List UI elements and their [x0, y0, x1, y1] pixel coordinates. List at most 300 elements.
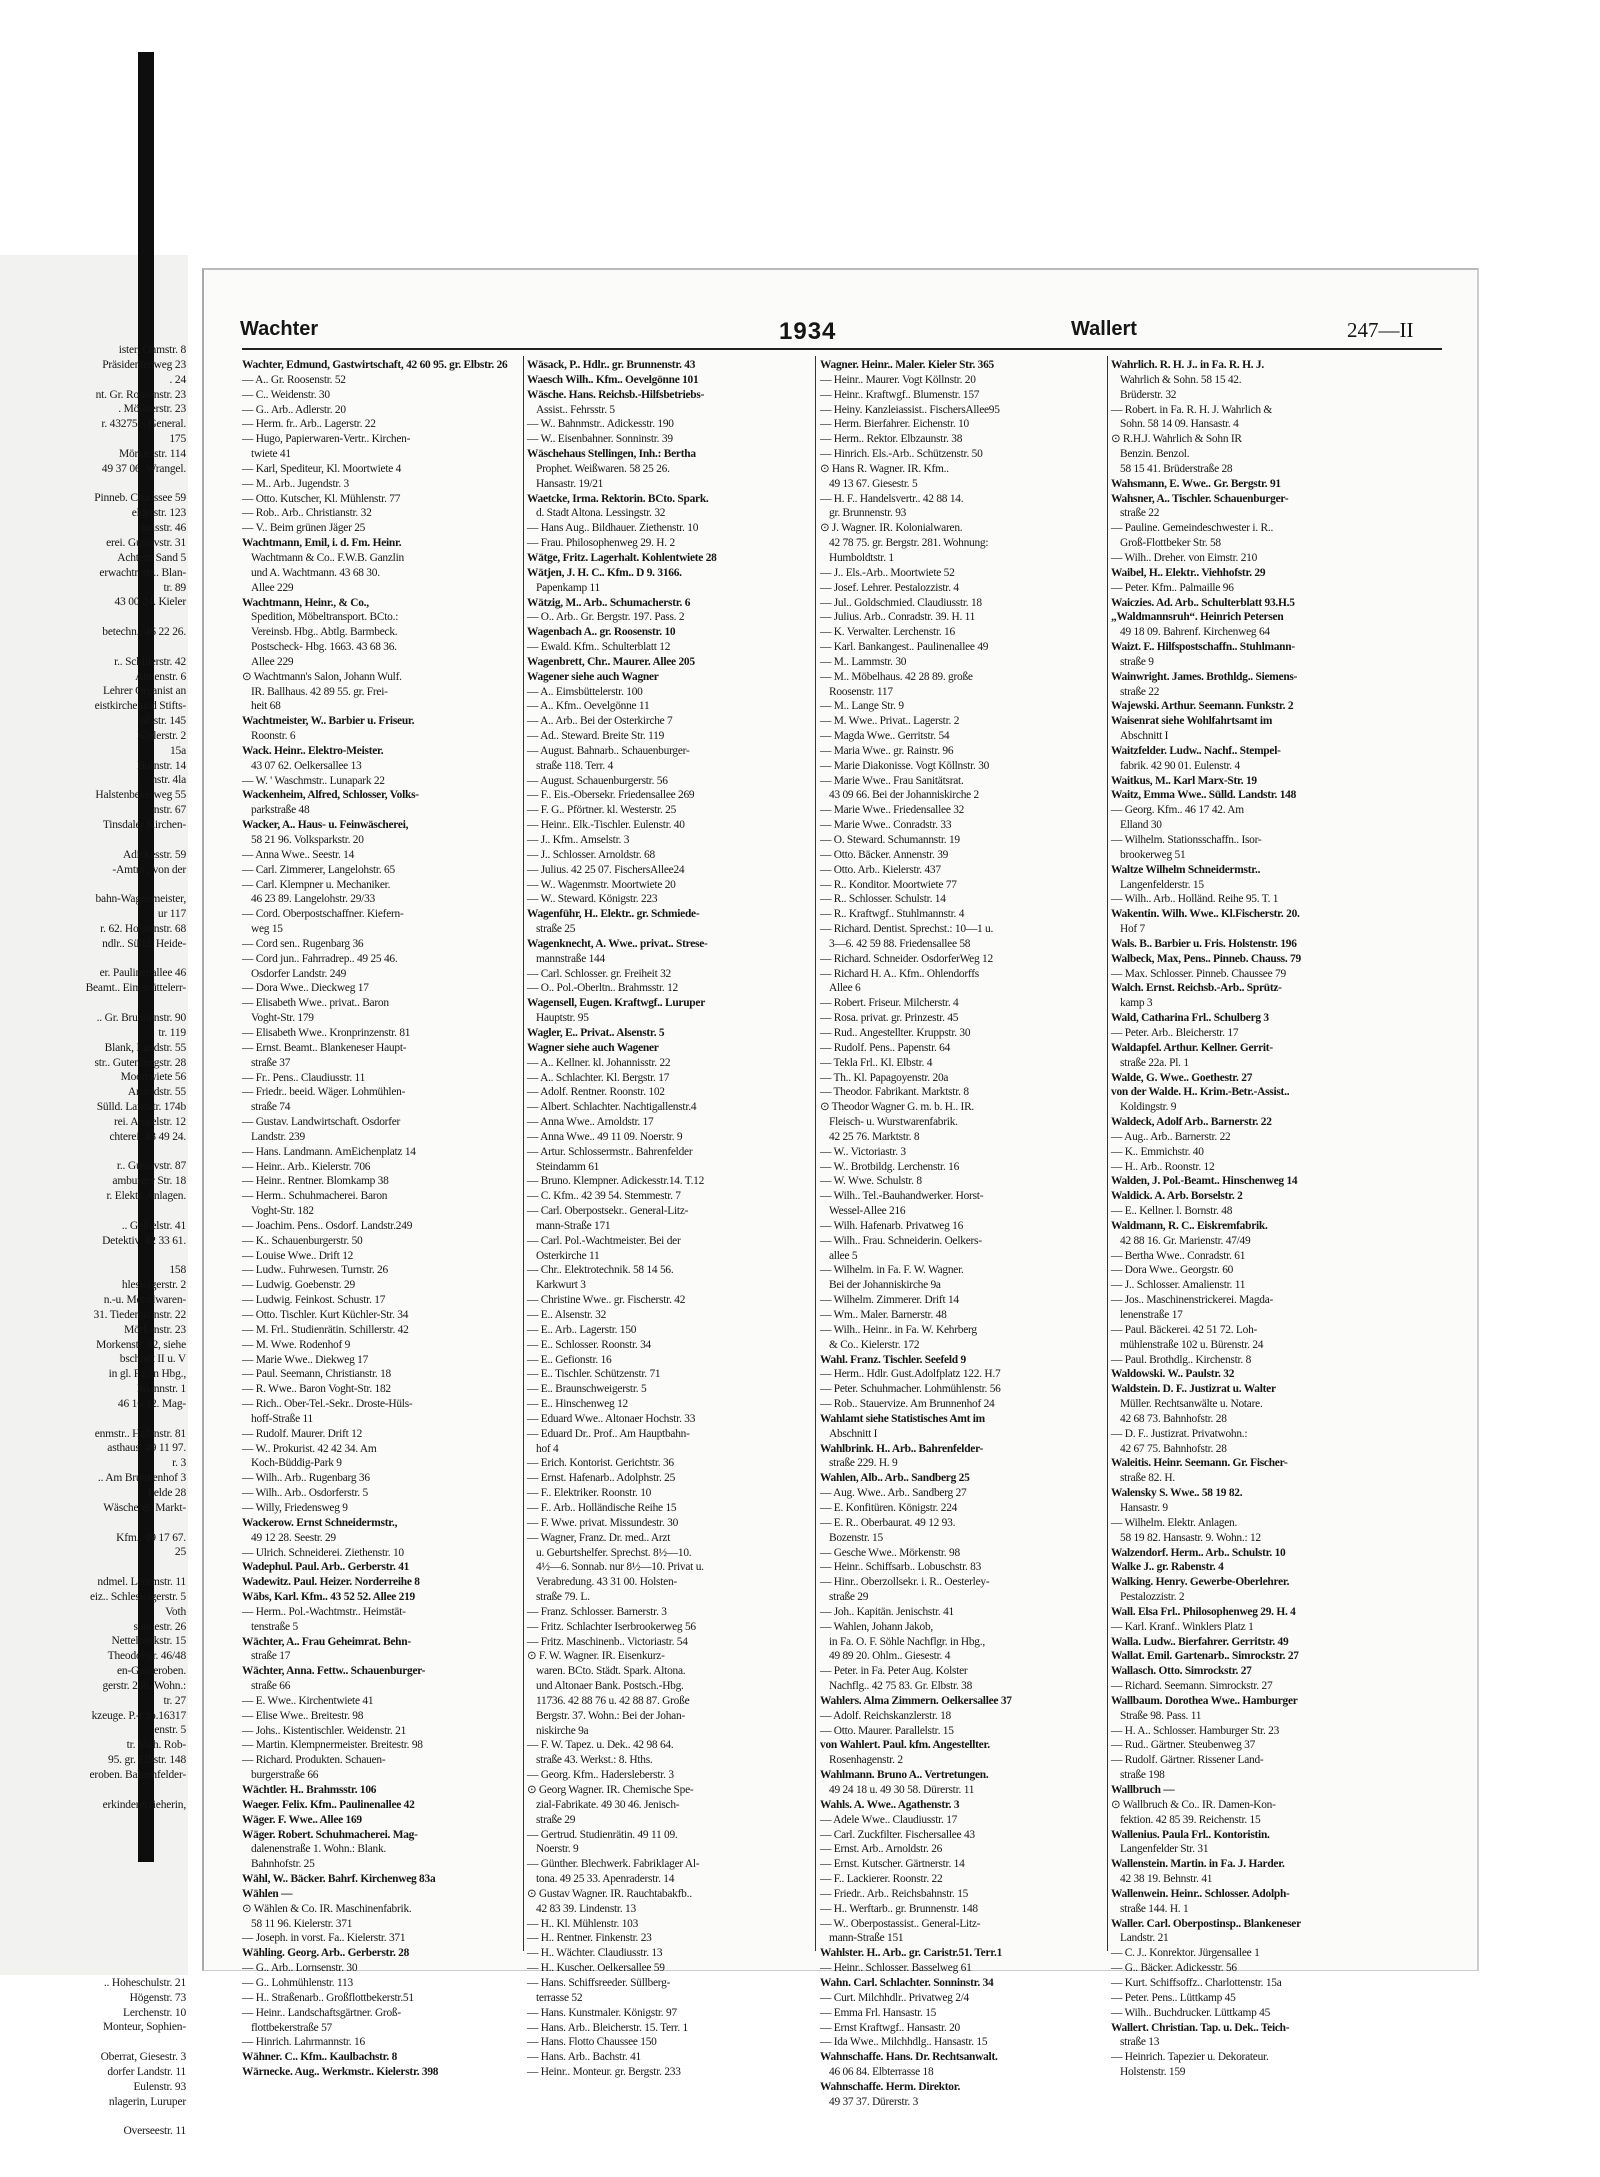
- left-page-line: 15a: [169, 744, 186, 757]
- directory-line: Wahlbrink. H.. Arb.. Bahrenfelder-: [820, 1442, 984, 1455]
- directory-line: — E.. Kellner. l. Bornstr. 48: [1111, 1205, 1233, 1218]
- directory-line: fektion. 42 85 39. Reichenstr. 15: [1120, 1813, 1261, 1826]
- directory-line: straße 198: [1120, 1769, 1165, 1782]
- directory-line: — Emma Frl. Hansastr. 15: [820, 2006, 937, 2019]
- directory-line: — Rudolf. Pens.. Papenstr. 64: [820, 1041, 951, 1054]
- directory-line: Hansastr. 9: [1120, 1501, 1168, 1514]
- directory-line: — Ernst. Hafenarb.. Adolphstr. 25: [527, 1472, 676, 1485]
- directory-line: — A.. Eimsbüttelerstr. 100: [527, 685, 643, 698]
- header-left-word: Wachter: [240, 318, 319, 340]
- directory-line: Müller. Rechtsanwälte u. Notare.: [1120, 1398, 1263, 1411]
- left-page-line: [0, 1783, 186, 1798]
- directory-line: lenenstraße 17: [1120, 1309, 1183, 1321]
- directory-line: — Marie Wwe.. Frau Sanitätsrat.: [820, 774, 964, 787]
- directory-line: — Peter. Schuhmacher. Lohmühlenstr. 56: [820, 1383, 1001, 1396]
- directory-line: Wallenwein. Heinr.. Schlosser. Adolph-: [1111, 1887, 1290, 1900]
- left-page-line: in gl. Fa. in Hbg.,: [108, 1368, 186, 1381]
- directory-line: — Wilh.. Arb.. Osdorferstr. 5: [242, 1487, 368, 1500]
- directory-line: — W.. Bahnmstr.. Adickesstr. 190: [527, 418, 674, 431]
- directory-line: — A.. Arb.. Bei der Osterkirche 7: [527, 715, 673, 728]
- directory-line: Wachtmeister, W.. Barbier u. Friseur.: [242, 715, 415, 728]
- directory-line: — Erich. Kontorist. Gerichtstr. 36: [527, 1457, 674, 1470]
- left-page-line: Lehrer Organist an: [102, 685, 186, 698]
- left-page-line: tr. 89: [163, 581, 186, 594]
- directory-line: Allee 229: [251, 581, 294, 594]
- directory-line: Hof 7: [1120, 923, 1146, 936]
- directory-line: Karkwurt 3: [536, 1279, 586, 1292]
- directory-line: — Willy, Friedensweg 9: [242, 1501, 348, 1514]
- left-page-line: Högenstr. 73: [129, 1991, 186, 2004]
- directory-line: — Aug. Wwe.. Arb.. Sandberg 27: [820, 1487, 967, 1500]
- directory-line: Straße 98. Pass. 11: [1120, 1709, 1202, 1722]
- directory-line: — H.. Kl. Mühlenstr. 103: [527, 1917, 639, 1930]
- left-page-line: n.-u. Metallwaren-: [103, 1294, 186, 1306]
- directory-line: Wäsack, P.. Hdlr.. gr. Brunnenstr. 43: [527, 359, 696, 371]
- directory-line: Wacker, A.. Haus- u. Feinwäscherei,: [242, 819, 409, 832]
- directory-line: Waizt. F.. Hilfspostschaffn.. Stuhlmann-: [1111, 641, 1295, 654]
- directory-line: 42 68 73. Bahnhofstr. 28: [1120, 1412, 1227, 1425]
- directory-line: Wagener siehe auch Wagner: [527, 670, 659, 683]
- directory-line: ⊙ F. W. Wagner. IR. Eisenkurz-: [527, 1650, 665, 1663]
- directory-line: — Wilh.. Buchdrucker. Lüttkamp 45: [1111, 2006, 1271, 2019]
- directory-line: straße 13: [1120, 2036, 1160, 2049]
- directory-line: — Louise Wwe.. Drift 12: [242, 1249, 354, 1262]
- left-page-line: elderstr. 123: [131, 507, 186, 520]
- directory-line: — Karl. Kranf.. Winklers Platz 1: [1111, 1620, 1254, 1633]
- directory-line: mannstraße 144: [536, 952, 605, 965]
- directory-line: Waesch Wilh.. Kfm.. Oevelgönne 101: [527, 373, 699, 386]
- left-page-line: [0, 1813, 186, 1828]
- directory-line: — J.. Kfm.. Amselstr. 3: [527, 834, 630, 846]
- directory-line: — Günther. Blechwerk. Fabriklager Al-: [527, 1858, 700, 1871]
- directory-line: von Wahlert. Paul. kfm. Angestellter.: [820, 1739, 990, 1752]
- directory-line: u. Geburtshelfer. Sprechst. 8½—10.: [536, 1546, 692, 1559]
- left-page-line: [0, 1145, 186, 1160]
- directory-line: — Wilhelm. Stationsschaffn.. Isor-: [1111, 834, 1262, 846]
- directory-line: Walla. Ludw.. Bierfahrer. Gerritstr. 49: [1111, 1635, 1289, 1648]
- directory-line: 42 38 19. Behnstr. 41: [1120, 1873, 1213, 1886]
- directory-line: ⊙ Wachtmann's Salon, Johann Wulf.: [242, 670, 402, 683]
- left-page-line: Oberrat, Giesestr. 3: [100, 2051, 186, 2064]
- directory-line: — Richard. Schneider. OsdorferWeg 12: [820, 952, 993, 965]
- left-page-fragment: [0, 343, 186, 2138]
- directory-line: ⊙ Theodor Wagner G. m. b. H.. IR.: [820, 1101, 975, 1114]
- directory-line: Waetcke, Irma. Rektorin. BCto. Spark.: [527, 492, 709, 505]
- left-page-line: chterei. 43 49 24.: [109, 1130, 186, 1143]
- column-divider: [523, 356, 524, 1951]
- directory-line: Wahsmann, E. Wwe.. Gr. Bergstr. 91: [1111, 477, 1281, 490]
- directory-line: — Fritz. Maschinenb.. Victoriastr. 54: [527, 1635, 688, 1648]
- directory-line: — Joseph. in vorst. Fa.. Kielerstr. 371: [242, 1932, 406, 1945]
- left-page-line: nt. Gr. Roosenstr. 23: [95, 388, 186, 401]
- left-page-line: Blank, Landstr. 55: [104, 1041, 186, 1054]
- left-page-line: sundestr. 26: [133, 1620, 186, 1633]
- directory-line: — Adolf. Rentner. Roonstr. 102: [527, 1086, 665, 1099]
- directory-line: — Otto. Arb.. Kielerstr. 437: [820, 863, 941, 876]
- directory-line: Wätzig, M.. Arb.. Schumacherstr. 6: [527, 596, 691, 609]
- directory-line: Wähl, W.. Bäcker. Bahrf. Kirchenweg 83a: [242, 1873, 436, 1886]
- left-page-line: r. 62. Holstenstr. 68: [100, 922, 186, 935]
- directory-line: mühlenstraße 102 u. Bürenstr. 24: [1120, 1338, 1264, 1351]
- left-page-line: 25: [174, 1546, 186, 1559]
- directory-line: Waibel, H.. Elektr.. Viehhofstr. 29: [1111, 566, 1266, 579]
- directory-line: Papenkamp 11: [536, 581, 600, 594]
- directory-line: Wals. B.. Barbier u. Fris. Holstenstr. 196: [1111, 937, 1297, 950]
- directory-line: Waldmann, R. C.. Eiskremfabrik.: [1111, 1219, 1268, 1232]
- directory-line: Wahlster. H.. Arb.. gr. Caristr.51. Terr.1: [820, 1947, 1003, 1960]
- directory-line: 42 78 75. gr. Bergstr. 281. Wohnung:: [829, 537, 989, 550]
- directory-line: — Otto. Kutscher, Kl. Mühlenstr. 77: [242, 492, 401, 505]
- left-page-line: Detektiv. 42 33 61.: [102, 1234, 186, 1247]
- column-divider: [1107, 356, 1108, 1951]
- directory-line: — Franz. Schlosser. Barnerstr. 3: [527, 1605, 667, 1618]
- left-page-line: [0, 952, 186, 967]
- column-2: [527, 358, 811, 2079]
- directory-line: Wahlers. Alma Zimmern. Oelkersallee 37: [820, 1694, 1012, 1707]
- directory-line: 49 13 67. Giesestr. 5: [829, 477, 918, 490]
- left-page-line: Achtern Sand 5: [117, 551, 186, 564]
- left-page-line: olbstr. 145: [139, 715, 186, 728]
- directory-line: & Co.. Kielerstr. 172: [829, 1338, 920, 1351]
- directory-line: — Gertrud. Studienrätin. 49 11 09.: [527, 1828, 678, 1841]
- directory-line: — Hinr.. Oberzollsekr. i. R.. Oesterley-: [820, 1576, 990, 1589]
- directory-line: — Rudolf. Maurer. Drift 12: [242, 1427, 363, 1440]
- directory-line: — Gesche Wwe.. Mörkenstr. 98: [820, 1546, 960, 1559]
- left-page-line: [0, 610, 186, 625]
- directory-line: — A.. Kellner. kl. Johannisstr. 22: [527, 1056, 671, 1069]
- directory-line: Bergstr. 37. Wohn.: Bei der Johan-: [536, 1709, 685, 1722]
- left-page-line: lmannstr. 1: [137, 1383, 186, 1396]
- directory-line: — Jul.. Goldschmied. Claudiusstr. 18: [820, 596, 982, 609]
- directory-line: — Richard H. A.. Kfm.. Ohlendorffs: [820, 967, 979, 980]
- directory-line: — Hugo, Papierwaren-Vertr.. Kirchen-: [242, 433, 411, 446]
- directory-line: — Chr.. Elektrotechnik. 58 14 56.: [527, 1264, 674, 1277]
- directory-line: — H.. Wächter. Claudiusstr. 13: [527, 1947, 663, 1960]
- directory-line: Wachtmann, Emil, i. d. Fm. Heinr.: [242, 537, 402, 550]
- directory-line: 3—6. 42 59 88. Friedensallee 58: [829, 937, 971, 950]
- left-page-line: [0, 477, 186, 492]
- directory-line: ⊙ J. Wagner. IR. Kolonialwaren.: [820, 522, 963, 535]
- left-page-line: Kfm.. 49 17 67.: [116, 1531, 186, 1544]
- directory-line: Voght-Str. 179: [251, 1012, 314, 1025]
- directory-line: — Carl. Klempner u. Mechaniker.: [242, 878, 391, 891]
- directory-line: Roonstr. 6: [251, 730, 296, 743]
- directory-line: straße 144. H. 1: [1120, 1902, 1189, 1915]
- directory-line: Waltze Wilhelm Schneidermstr..: [1111, 863, 1261, 876]
- directory-line: ⊙ Wallbruch & Co.. IR. Damen-Kon-: [1111, 1798, 1276, 1811]
- directory-line: — Wm.. Maler. Barnerstr. 48: [820, 1309, 947, 1321]
- left-page-line: eistkirche und Stifts-: [94, 700, 186, 713]
- directory-line: Bozenstr. 15: [829, 1531, 883, 1544]
- directory-line: Bahnhofstr. 25: [251, 1858, 315, 1871]
- directory-line: tenstraße 5: [251, 1620, 298, 1633]
- directory-line: — G.. Bäcker. Adickesstr. 56: [1111, 1962, 1237, 1975]
- directory-line: — E. Wwe.. Kirchentwiete 41: [242, 1694, 374, 1707]
- directory-line: Wahrlich. R. H. J.. in Fa. R. H. J.: [1111, 359, 1264, 371]
- directory-line: — J.. Els.-Arb.. Moortwiete 52: [820, 566, 955, 579]
- directory-line: Waitzfelder. Ludw.. Nachf.. Stempel-: [1111, 744, 1281, 757]
- left-page-line: Wäscherei. Markt-: [103, 1501, 186, 1514]
- directory-line: — Anna Wwe.. Seestr. 14: [242, 848, 355, 861]
- directory-line: Wächter, A.. Frau Geheimrat. Behn-: [242, 1635, 411, 1648]
- directory-line: Bei der Johanniskirche 9a: [829, 1279, 941, 1292]
- directory-line: straße 17: [251, 1650, 291, 1663]
- directory-line: straße 74: [251, 1101, 291, 1114]
- directory-line: Wallenstein. Martin. in Fa. J. Harder.: [1111, 1858, 1285, 1871]
- left-page-line: Mörkenstr. 114: [118, 447, 186, 460]
- directory-line: Wätge, Fritz. Lagerhalt. Kohlentwiete 28: [527, 551, 717, 564]
- directory-line: Wähner. C.. Kfm.. Kaulbachstr. 8: [242, 2051, 398, 2064]
- directory-line: Walensky S. Wwe.. 58 19 82.: [1111, 1487, 1243, 1500]
- directory-line: — E.. Tischler. Schützenstr. 71: [527, 1368, 661, 1381]
- directory-line: — M.. Lange Str. 9: [820, 700, 904, 713]
- directory-line: dalenenstraße 1. Wohn.: Blank.: [251, 1843, 386, 1856]
- directory-line: Wackerow. Ernst Schneidermstr.,: [242, 1516, 398, 1529]
- directory-line: — Kurt. Schiffsoffz.. Charlottenstr. 15a: [1111, 1976, 1282, 1989]
- directory-line: 42 67 75. Bahnhofstr. 28: [1120, 1442, 1227, 1455]
- directory-line: — Rosa. privat. gr. Prinzestr. 45: [820, 1012, 959, 1025]
- header-right-word: Wallert: [1071, 318, 1137, 340]
- left-page-line: Arnoldstr. 55: [127, 1086, 186, 1099]
- directory-line: 58 21 96. Volksparkstr. 20: [251, 834, 364, 846]
- directory-line: — C. J.. Konrektor. Jürgensallee 1: [1111, 1947, 1260, 1960]
- directory-line: Landstr. 239: [251, 1130, 305, 1143]
- left-page-line: hleswigerstr. 2: [121, 1279, 186, 1292]
- header-page-number: 247—II: [1347, 318, 1414, 342]
- left-page-line: 31. Tiedemannstr. 22: [93, 1308, 186, 1321]
- directory-line: und Altonaer Bank. Postsch.-Hbg.: [536, 1680, 684, 1693]
- directory-line: — W.. Victoriastr. 3: [820, 1145, 906, 1158]
- directory-line: 58 15 41. Brüderstraße 28: [1120, 462, 1233, 475]
- directory-line: d. Stadt Altona. Lessingstr. 32: [536, 507, 666, 520]
- running-header: [204, 318, 1477, 352]
- left-page-line: r.. Gustavstr. 87: [116, 1160, 186, 1173]
- directory-line: — M. Frl.. Studienrätin. Schillerstr. 42: [242, 1323, 409, 1336]
- left-page-line: [0, 1872, 186, 1887]
- directory-line: — Rud.. Gärtner. Steubenweg 37: [1111, 1739, 1256, 1752]
- directory-line: — G.. Arb.. Lornsenstr. 30: [242, 1962, 358, 1975]
- left-page-line: .. Am Brunnenhof 3: [97, 1472, 186, 1485]
- directory-line: — Elisabeth Wwe.. Kronprinzenstr. 81: [242, 1026, 411, 1039]
- directory-line: Prophet. Weißwaren. 58 25 26.: [536, 462, 670, 475]
- directory-line: — Heinrich. Tapezier u. Dekorateur.: [1111, 2051, 1269, 2064]
- directory-line: — Eduard Dr.. Prof.. Am Hauptbahn-: [527, 1427, 690, 1440]
- directory-line: — W.. Brotbildg. Lerchenstr. 16: [820, 1160, 960, 1173]
- directory-line: Walzendorf. Herm.. Arb.. Schulstr. 10: [1111, 1546, 1286, 1559]
- left-page-line: [0, 1946, 186, 1961]
- directory-line: — M. Wwe. Rodenhof 9: [242, 1338, 351, 1351]
- left-page-line: [0, 877, 186, 892]
- directory-line: Wallenius. Paula Frl.. Kontoristin.: [1111, 1828, 1270, 1841]
- directory-line: — Gustav. Landwirtschaft. Osdorfer: [242, 1116, 401, 1129]
- directory-line: — Hinrich. Lahrmannstr. 16: [242, 2036, 365, 2049]
- left-page-line: [0, 1961, 186, 1976]
- directory-line: — R.. Konditor. Moortwiete 77: [820, 878, 957, 891]
- directory-line: gr. Brunnenstr. 93: [829, 507, 907, 520]
- directory-line: — Ulrich. Schneiderei. Ziethenstr. 10: [242, 1546, 404, 1559]
- directory-line: — Marie Wwe.. Conradstr. 33: [820, 819, 952, 832]
- directory-line: Vereinsb. Hbg.. Abtlg. Barmbeck.: [251, 626, 398, 639]
- left-page-line: Monteur, Sophien-: [102, 2021, 186, 2034]
- left-page-line: r. 432755. General.: [101, 418, 186, 431]
- directory-line: Nachflg.. 42 75 83. Gr. Elbstr. 38: [829, 1680, 973, 1693]
- directory-line: Koldingstr. 9: [1120, 1101, 1177, 1114]
- directory-line: Wäger. F. Wwe.. Allee 169: [242, 1813, 362, 1826]
- directory-line: straße 118. Terr. 4: [536, 759, 614, 772]
- directory-line: — Tekla Frl.. Kl. Elbstr. 4: [820, 1056, 933, 1069]
- directory-line: — Georg. Kfm.. Hadersleberstr. 3: [527, 1769, 674, 1782]
- directory-line: Wagner siehe auch Wagener: [527, 1041, 659, 1054]
- left-page-line: [0, 1887, 186, 1902]
- directory-line: 43 07 62. Oelkersallee 13: [251, 759, 362, 772]
- directory-page: [202, 268, 1479, 2108]
- left-page-line: Morkenstr. 82, siehe: [96, 1338, 186, 1351]
- directory-line: straße 29: [829, 1591, 869, 1604]
- directory-line: parkstraße 48: [251, 804, 310, 817]
- left-page-line: tr. 119: [158, 1026, 186, 1039]
- directory-line: Waisenrat siehe Wohlfahrtsamt im: [1111, 715, 1273, 728]
- directory-line: Rosenhagenstr. 2: [829, 1754, 903, 1767]
- left-page-line: Overseestr. 11: [123, 2125, 186, 2138]
- directory-line: Wallbaum. Dorothea Wwe.. Hamburger: [1111, 1694, 1298, 1707]
- directory-line: und A. Wachtmann. 43 68 30.: [251, 566, 380, 579]
- left-page-line: enmstr.. Hafenstr. 81: [94, 1427, 186, 1440]
- left-page-line: Annenstr. 6: [135, 670, 186, 683]
- directory-line: — H. A.. Schlosser. Hamburger Str. 23: [1111, 1724, 1280, 1737]
- directory-line: — Albert. Schlachter. Nachtigallenstr.4: [527, 1101, 697, 1114]
- left-page-line: nnisstr. 46: [140, 522, 186, 535]
- left-page-line: Präsidentenweg 23: [102, 358, 186, 371]
- left-page-line: kzeuge. P.-Cto.16317: [91, 1709, 186, 1722]
- directory-line: — F. W. Tapez. u. Dek.. 42 98 64.: [527, 1739, 674, 1752]
- directory-line: Landstr. 21: [1120, 1932, 1169, 1945]
- directory-line: — C.. Weidenstr. 30: [242, 388, 330, 401]
- directory-line: Waller. Carl. Oberpostinsp.. Blankeneser: [1111, 1917, 1301, 1930]
- directory-line: — Herm. Bierfahrer. Eichenstr. 10: [820, 418, 969, 431]
- directory-line: ⊙ Wählen & Co. IR. Maschinenfabrik.: [242, 1902, 412, 1915]
- directory-line: — E.. Arb.. Lagerstr. 150: [527, 1323, 637, 1336]
- directory-line: — Adolf. Reichskanzlerstr. 18: [820, 1709, 951, 1722]
- left-page-line: Eulenstr. 93: [133, 2080, 186, 2093]
- directory-line: — Maria Wwe.. gr. Rainstr. 96: [820, 744, 954, 757]
- directory-line: waren. BCto. Städt. Spark. Altona.: [536, 1665, 686, 1678]
- directory-line: — Heinr.. Schiffsarb.. Lobuschstr. 83: [820, 1561, 982, 1574]
- left-page-line: Tinsdaler Kirchen-: [102, 819, 186, 831]
- directory-line: — F.. Eis.-Obersekr. Friedensallee 269: [527, 789, 695, 802]
- left-page-line: . Möllnerstr. 23: [118, 403, 186, 416]
- directory-line: Wallbruch —: [1111, 1784, 1175, 1796]
- directory-line: Wärnecke. Aug.. Werkmstr.. Kielerstr. 398: [242, 2066, 439, 2079]
- directory-line: — Joh.. Kapitän. Jenischstr. 41: [820, 1605, 954, 1618]
- directory-line: Wallert. Christian. Tap. u. Dek.. Teich-: [1111, 2021, 1290, 2034]
- directory-line: — Hans. Kunstmaler. Königstr. 97: [527, 2006, 677, 2019]
- column-1: [242, 358, 522, 2079]
- directory-line: — G.. Arb.. Adlerstr. 20: [242, 403, 346, 416]
- directory-line: Wall. Elsa Frl.. Philosophenweg 29. H. 4: [1111, 1605, 1296, 1618]
- directory-line: Waldowski. W.. Paulstr. 32: [1111, 1368, 1235, 1381]
- directory-line: — Richard. Dentist. Sprechst.: 10—1 u.: [820, 923, 994, 936]
- directory-line: Wainwright. James. Brothldg.. Siemens-: [1111, 670, 1298, 683]
- directory-line: — Herm. fr.. Arb.. Lagerstr. 22: [242, 418, 376, 431]
- directory-line: — Cord jun.. Fahrradrep.. 49 25 46.: [242, 952, 398, 965]
- directory-line: — J.. Schlosser. Arnoldstr. 68: [527, 848, 655, 861]
- directory-line: — F. Wwe. privat. Missundestr. 30: [527, 1516, 679, 1529]
- directory-line: twiete 41: [251, 448, 291, 461]
- directory-line: 42 83 39. Lindenstr. 13: [536, 1902, 636, 1915]
- directory-line: — Otto. Tischler. Kurt Küchler-Str. 34: [242, 1309, 409, 1321]
- left-page-line: 158: [169, 1264, 186, 1277]
- directory-line: Steindamm 61: [536, 1160, 600, 1173]
- directory-line: — R.. Schlosser. Schulstr. 14: [820, 893, 946, 906]
- left-page-line: . 24: [169, 373, 186, 386]
- directory-line: Hauptstr. 95: [536, 1012, 589, 1025]
- directory-line: ⊙ Hans R. Wagner. IR. Kfm..: [820, 462, 949, 475]
- directory-line: — Pauline. Gemeindeschwester i. R..: [1111, 522, 1274, 535]
- directory-line: Wagenführ, H.. Elektr.. gr. Schmiede-: [527, 908, 700, 921]
- directory-line: — Bruno. Klempner. Adickesstr.14. T.12: [527, 1175, 705, 1188]
- directory-line: Allee 6: [829, 982, 861, 995]
- left-page-line: Beamt.. Eimsbüttelerr-: [85, 982, 186, 995]
- left-page-line: rei. Amselstr. 12: [114, 1115, 186, 1128]
- directory-line: — Heinr.. Schlosser. Basselweg 61: [820, 1962, 972, 1975]
- left-page-line: nlagerin, Luruper: [108, 2095, 186, 2108]
- directory-line: — H.. Kuscher. Oelkersallee 59: [527, 1962, 665, 1975]
- directory-line: — Bertha Wwe.. Conradstr. 61: [1111, 1249, 1246, 1262]
- directory-line: — Max. Schlosser. Pinneb. Chaussee 79: [1111, 967, 1286, 980]
- directory-line: Groß-Flottbeker Str. 58: [1120, 537, 1221, 550]
- left-page-line: [0, 1916, 186, 1931]
- directory-line: — Th.. Kl. Papagoyenstr. 20a: [820, 1071, 949, 1084]
- directory-line: — Karl, Spediteur, Kl. Moortwiete 4: [242, 462, 402, 475]
- directory-line: — R.. Kraftwgf.. Stuhlmannstr. 4: [820, 908, 965, 921]
- directory-line: straße 82. H.: [1120, 1472, 1175, 1485]
- directory-line: Waldeck, Adolf Arb.. Barnerstr. 22: [1111, 1116, 1272, 1129]
- directory-line: 11736. 42 88 76 u. 42 88 87. Große: [536, 1694, 690, 1707]
- directory-line: — F.. Elektriker. Roonstr. 10: [527, 1487, 652, 1500]
- directory-line: Wadephul. Paul. Arb.. Gerberstr. 41: [242, 1561, 410, 1574]
- directory-line: Wäbs, Karl. Kfm.. 43 52 52. Allee 219: [242, 1591, 415, 1604]
- directory-line: Wahlamt siehe Statistisches Amt im: [820, 1412, 985, 1425]
- directory-line: — K.. Emmichstr. 40: [1111, 1145, 1204, 1158]
- directory-line: Assist.. Fehrsstr. 5: [536, 403, 615, 416]
- directory-line: — Eduard Wwe.. Altonaer Hochstr. 33: [527, 1412, 696, 1425]
- directory-line: — Anna Wwe.. Arnoldstr. 17: [527, 1116, 654, 1129]
- directory-line: Wack. Heinr.. Elektro-Meister.: [242, 744, 384, 757]
- left-page-line: [0, 1857, 186, 1872]
- left-page-line: r.. Schillerstr. 42: [114, 655, 186, 668]
- directory-line: — Artur. Schlossermstr.. Bahrenfelder: [527, 1145, 693, 1158]
- directory-line: brookerweg 51: [1120, 848, 1186, 861]
- directory-line: — Fr.. Pens.. Claudiusstr. 11: [242, 1071, 366, 1084]
- directory-line: mann-Straße 171: [536, 1219, 611, 1232]
- directory-line: — Rob.. Arb.. Christianstr. 32: [242, 507, 372, 520]
- directory-line: Wäschehaus Stellingen, Inh.: Bertha: [527, 448, 696, 461]
- directory-line: Humboldtstr. 1: [829, 551, 894, 564]
- left-page-line: [0, 833, 186, 848]
- directory-line: — E.. Schlosser. Roonstr. 34: [527, 1338, 651, 1351]
- directory-line: — W.. Oberpostassist.. General-Litz-: [820, 1917, 981, 1930]
- directory-line: straße 22: [1120, 507, 1160, 520]
- directory-line: — Peter. in Fa. Peter Aug. Kolster: [820, 1665, 968, 1678]
- left-page-line: dorfer Landstr. 11: [107, 2065, 186, 2078]
- directory-line: Wallasch. Otto. Simrockstr. 27: [1111, 1665, 1252, 1678]
- directory-line: — Carl. Oberpostsekr.. General-Litz-: [527, 1205, 689, 1218]
- directory-line: — Paul. Brothdlg.. Kirchenstr. 8: [1111, 1353, 1252, 1366]
- directory-line: — H.. Arb.. Roonstr. 12: [1111, 1160, 1215, 1173]
- column-4: [1111, 358, 1441, 2079]
- directory-line: mann-Straße 151: [829, 1932, 904, 1945]
- directory-line: Wahsner, A.. Tischler. Schauenburger-: [1111, 492, 1289, 505]
